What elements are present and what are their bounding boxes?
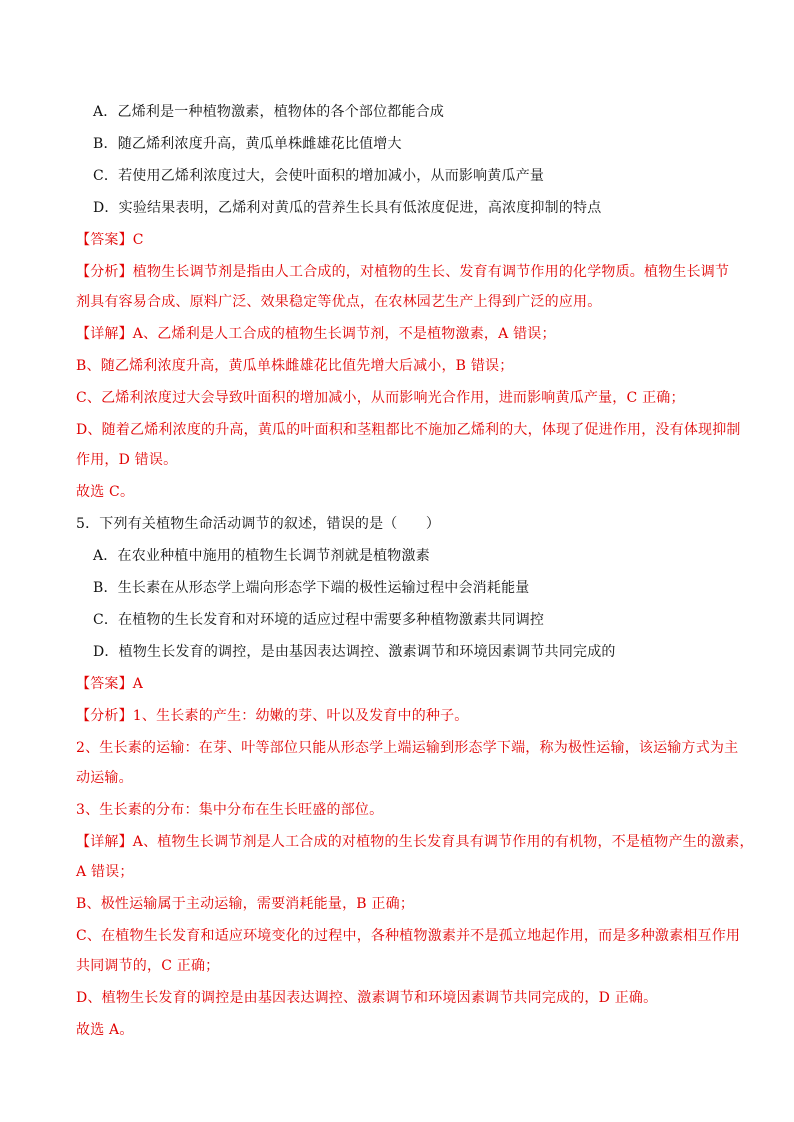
q5-detail-line-2: A 错误； <box>76 864 134 880</box>
q5-analysis-line-1: 【分析】1、生长素的产生：幼嫩的芽、叶以及发育中的种子。 <box>76 708 469 724</box>
q4-option-d: D．实验结果表明，乙烯利对黄瓜的营养生长具有低浓度促进，高浓度抑制的特点 <box>93 200 602 216</box>
q5-conclusion: 故选 A。 <box>76 1022 134 1038</box>
q5-analysis-line-4: 3、生长素的分布：集中分布在生长旺盛的部位。 <box>76 802 384 818</box>
q5-detail-line-1: 【详解】A、植物生长调节剂是人工合成的对植物的生长发育具有调节作用的有机物，不是植物产生的激素， <box>76 834 754 850</box>
q5-option-a: A．在农业种植中施用的植物生长调节剂就是植物激素 <box>93 548 430 564</box>
q5-detail-line-4: C、在植物生长发育和适应环境变化的过程中，各种植物激素并不是孤立地起作用，而是多种激素相互作用 <box>76 928 741 944</box>
q4-answer: 【答案】C <box>76 232 144 248</box>
q4-option-a: A．乙烯利是一种植物激素，植物体的各个部位都能合成 <box>93 104 445 120</box>
q5-stem: 5．下列有关植物生命活动调节的叙述，错误的是（ ） <box>76 516 441 532</box>
q5-option-b: B．生长素在从形态学上端向形态学下端的极性运输过程中会消耗能量 <box>93 580 530 596</box>
q5-detail-line-3: B、极性运输属于主动运输，需要消耗能量，B 正确； <box>76 896 415 912</box>
q4-option-c: C．若使用乙烯利浓度过大，会使叶面积的增加减小，从而影响黄瓜产量 <box>93 168 545 184</box>
q4-detail-line-5: 作用，D 错误。 <box>76 452 178 468</box>
q5-detail-line-5: 共同调节的，C 正确； <box>76 958 220 974</box>
q4-conclusion: 故选 C。 <box>76 484 135 500</box>
q4-detail-line-4: D、随着乙烯利浓度的升高，黄瓜的叶面积和茎粗都比不施加乙烯利的大，体现了促进作用，没有体现抑制 <box>76 422 741 438</box>
q5-option-d: D．植物生长发育的调控，是由基因表达调控、激素调节和环境因素调节共同完成的 <box>93 644 616 660</box>
q4-detail-line-2: B、随乙烯利浓度升高，黄瓜单株雌雄花比值先增大后减小，B 错误； <box>76 358 514 374</box>
q4-analysis-line-2: 剂具有容易合成、原料广泛、效果稳定等优点，在农林园艺生产上得到广泛的应用。 <box>76 294 602 310</box>
q5-analysis-line-3: 动运输。 <box>76 770 133 786</box>
q5-analysis-line-2: 2、生长素的运输：在芽、叶等部位只能从形态学上端运输到形态学下端，称为极性运输，该运输方式为主 <box>76 740 739 756</box>
q4-detail-line-1: 【详解】A、乙烯利是人工合成的植物生长调节剂，不是植物激素，A 错误； <box>76 326 556 342</box>
q5-option-c: C．在植物的生长发育和对环境的适应过程中需要多种植物激素共同调控 <box>93 612 545 628</box>
q5-detail-line-6: D、植物生长发育的调控是由基因表达调控、激素调节和环境因素调节共同完成的，D 正确。 <box>76 990 658 1006</box>
q5-answer: 【答案】A <box>76 676 144 692</box>
q4-option-b: B．随乙烯利浓度升高，黄瓜单株雌雄花比值增大 <box>93 136 402 152</box>
q4-analysis-line-1: 【分析】植物生长调节剂是指由人工合成的，对植物的生长、发育有调节作用的化学物质。植物生长调节 <box>76 264 730 280</box>
q4-detail-line-3: C、乙烯利浓度过大会导致叶面积的增加减小，从而影响光合作用，进而影响黄瓜产量，C 正确； <box>76 390 685 406</box>
